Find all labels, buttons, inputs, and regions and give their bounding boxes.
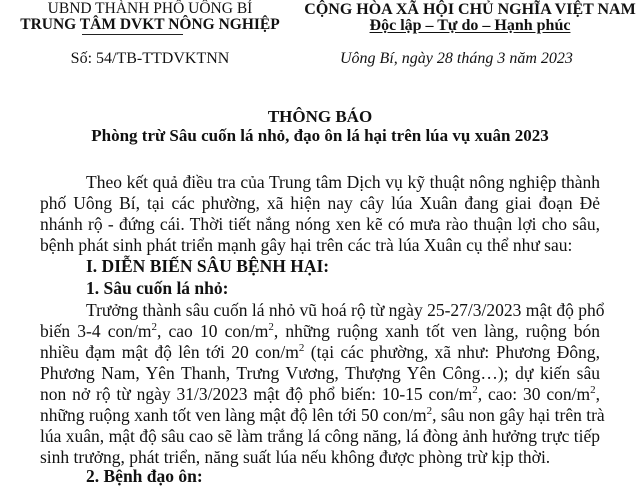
document-subtitle: Phòng trừ Sâu cuốn lá nhỏ, đạo ôn lá hại trên lúa vụ xuân 2023 [91, 126, 549, 145]
text-segment: , cao 10 con/m [157, 321, 269, 341]
text-segment: , sâu non gây hại trên trà [432, 405, 605, 425]
nation-name: CỘNG HÒA XÃ HỘI CHỦ NGHĨA VIỆT NAM [304, 1, 636, 18]
superscript: 2 [426, 405, 433, 418]
subsection-heading: 1. Sâu cuốn lá nhỏ: [86, 278, 229, 298]
body-line [40, 384, 600, 405]
subsection-heading: 2. Bệnh đạo ôn: [86, 466, 203, 486]
text-segment: , [595, 384, 600, 404]
body-line [40, 321, 600, 342]
text-segment: , những ruộng xanh tốt ven làng, ruộng bón [273, 321, 601, 341]
text-segment: nhiều đạm mật độ lên tới 20 con/m [40, 342, 299, 362]
superscript: 2 [268, 321, 274, 334]
superscript: 2 [298, 342, 305, 355]
issuing-organization: TRUNG TÂM DVKT NÔNG NGHIỆP [20, 16, 280, 33]
document-title: THÔNG BÁO [267, 107, 373, 126]
body-line [40, 405, 605, 426]
body-line: Phương Nam, Yên Thanh, Trưng Vương, Thượng Yên Công…); dự kiến sâu [40, 363, 600, 383]
issuing-authority: UBND THÀNH PHỐ UÔNG BÍ [47, 0, 253, 17]
national-motto: Độc lập – Tự do – Hạnh phúc [369, 17, 571, 34]
text-segment: (tại các phường, xã như: Phương Đông, [304, 342, 600, 362]
organization-underline [82, 34, 183, 35]
place-and-date: Uông Bí, ngày 28 tháng 3 năm 2023 [340, 50, 573, 67]
text-segment: , cao: 30 con/m [477, 384, 591, 404]
text-segment: non nở rộ từ ngày 31/3/2023 mật độ phổ biến: 10-15 con/m [40, 384, 473, 404]
text-segment: biến 3-4 con/m [40, 321, 152, 341]
intro-line: bệnh phát sinh phát triển mạnh gây hại trên các trà lúa Xuân cụ thể như sau: [40, 235, 573, 255]
superscript: 2 [151, 321, 157, 334]
document-number: Số: 54/TB-TTDVKTNN [70, 50, 230, 67]
intro-line: nhánh rộ - đứng cái. Thời tiết nắng nóng xen kẽ có mưa rào thuận lợi cho sâu, [40, 214, 600, 234]
body-line: lúa xuân, mật độ sâu cao sẽ làm trắng lá công năng, lá đòng ảnh hưởng trực tiếp [40, 426, 600, 446]
superscript: 2 [472, 384, 478, 397]
superscript: 2 [590, 384, 596, 397]
body-line [40, 342, 600, 363]
section-heading: I. DIỄN BIẾN SÂU BỆNH HẠI: [86, 256, 330, 276]
text-segment: những ruộng xanh tốt ven làng mật độ lên tới 50 con/m [40, 405, 427, 425]
body-line: Trưởng thành sâu cuốn lá nhỏ vũ hoá rộ từ ngày 25-27/3/2023 mật độ phổ [86, 300, 605, 320]
intro-line: phố Uông Bí, tại các phường, xã hiện nay cây lúa Xuân đang giai đoạn Đẻ [40, 193, 600, 213]
intro-line: Theo kết quả điều tra của Trung tâm Dịch vụ kỹ thuật nông nghiệp thành [86, 172, 600, 192]
body-line: sinh trưởng, phát triển, năng suất lúa nếu không được phòng trừ kịp thời. [40, 447, 551, 467]
